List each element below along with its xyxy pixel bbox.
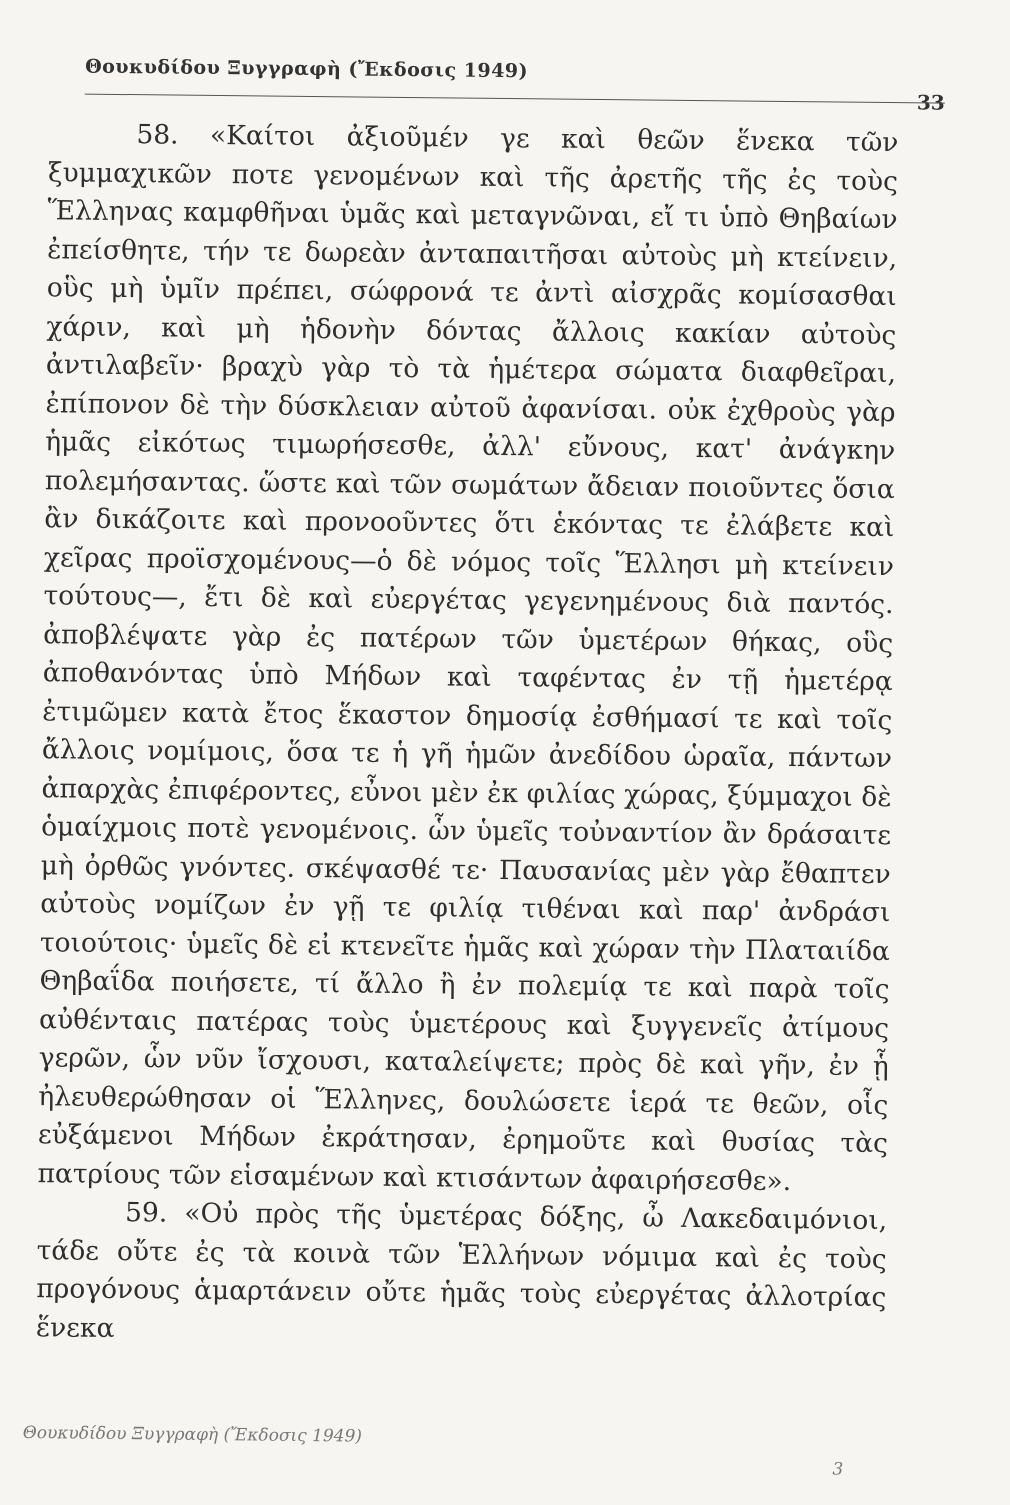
header-rule <box>85 94 945 104</box>
body-text <box>36 115 899 1356</box>
running-head <box>85 48 946 117</box>
running-head-title: Θουκυδίδου Ξυγγραφὴ (Ἔκδοσις 1949) <box>85 55 529 83</box>
page-number: 33 <box>916 90 945 115</box>
footer <box>23 1423 843 1472</box>
paragraph-59: 59. «Οὐ πρὸς τῆς ὑμετέρας δόξης, ὦ Λακεδαιμόνιοι, τάδε οὔτε ἐς τὰ κοινὰ τῶν Ἑλλήνων νόμιμα καὶ ἐς τοὺς προγόνους ἁμαρτάνειν οὔτε ἡμᾶς τοὺς εὐεργέτας ἀλλοτρίας ἕνεκα <box>35 1197 888 1344</box>
signature-line: Θουκυδίδου Ξυγγραφὴ (Ἔκδοσις 1949) <box>22 1423 363 1447</box>
signature-mark: 3 <box>832 1459 844 1480</box>
paragraph-58: 58. «Καίτοι ἀξιοῦμέν γε καὶ θεῶν ἕνεκα τῶν ξυμμαχικῶν ποτε γενομένων καὶ τῆς ἀρετῆς τῆς ἐς τοὺς Ἕλληνας καμφθῆναι ὑμᾶς καὶ μεταγνῶναι, εἴ τι ὑπὸ Θηβαίων ἐπείσθητε, τήν τε δωρεὰν ἀνταπαιτῆσαι αὐτοὺς μὴ κτείνειν, οὓς μὴ ὑμῖν πρέπει, σώφρονά τε ἀντὶ αἰσχρᾶς κομίσασθαι χάριν, καὶ μὴ ἡδονὴν δόντας ἄλλοις κακίαν αὐτοὺς ἀντιλαβεῖν· βραχὺ γὰρ τὸ τὰ ἡμέτερα σώματα διαφθεῖραι, ἐπίπονον δὲ τὴν δύσκλειαν αὐτοῦ ἀφανίσαι. οὐκ ἐχθροὺς γὰρ ἡμᾶς εἰκότως τιμωρήσεσθε, ἀλλ' εὔνους, κατ' ἀνάγκην πολεμήσαντας. ὥστε καὶ τῶν σωμάτων ἄδειαν ποιοῦντες ὅσια ἂν δικάζοιτε καὶ προνοοῦντες ὅτι ἑκόντας τε ἐλάβετε καὶ χεῖρας προϊσχομένους—ὁ δὲ νόμος τοῖς Ἕλλησι μὴ κτείνειν τούτους—, ἔτι δὲ καὶ εὐεργέτας γεγενημένους διὰ παντός. ἀποβλέψατε γὰρ ἐς πατέρων τῶν ὑμετέρων θήκας, οὓς ἀποθανόντας ὑπὸ Μήδων καὶ ταφέντας ἐν τῇ ἡμετέρᾳ ἐτιμῶμεν κατὰ ἔτος ἕκαστον δημοσίᾳ ἐσθήμασί τε καὶ τοῖς ἄλλοις νομίμοις, ὅσα τε ἡ γῆ ἡμῶν ἀνεδίδου ὡραῖα, πάντων ἀπαρχὰς ἐπιφέροντες, εὖνοι μὲν ἐκ φιλίας χώρας, ξύμμαχοι δὲ ὁμαίχμοις ποτὲ γενομένοις. ὧν ὑμεῖς τοὐναντίον ἂν δράσαιτε μὴ ὀρθῶς γνόντες. σκέψασθέ τε· Παυσανίας μὲν γὰρ ἔθαπτεν αὐτοὺς νομίζων ἐν γῇ τε φιλίᾳ τιθέναι καὶ παρ' ἀνδράσι τοιούτοις· ὑμεῖς δὲ εἰ κτενεῖτε ἡμᾶς καὶ χώραν τὴν Πλαταιίδα Θηβαΐδα ποιήσετε, τί ἄλλο ἢ ἐν πολεμίᾳ τε καὶ παρὰ τοῖς αὐθένταις πατέρας τοὺς ὑμετέρους καὶ ξυγγενεῖς ἀτίμους γερῶν, ὧν νῦν ἴσχουσι, καταλείψετε; πρὸς δὲ καὶ γῆν, ἐν ᾗ ἠλευθερώθησαν οἱ Ἕλληνες, δουλώσετε ἱερά τε θεῶν, οἷς εὐξάμενοι Μήδων ἐκράτησαν, ἐρημοῦτε καὶ θυσίας τὰς πατρίους τῶν εἱσαμένων καὶ κτισάντων ἀφαιρήσεσθε». <box>37 119 899 1197</box>
